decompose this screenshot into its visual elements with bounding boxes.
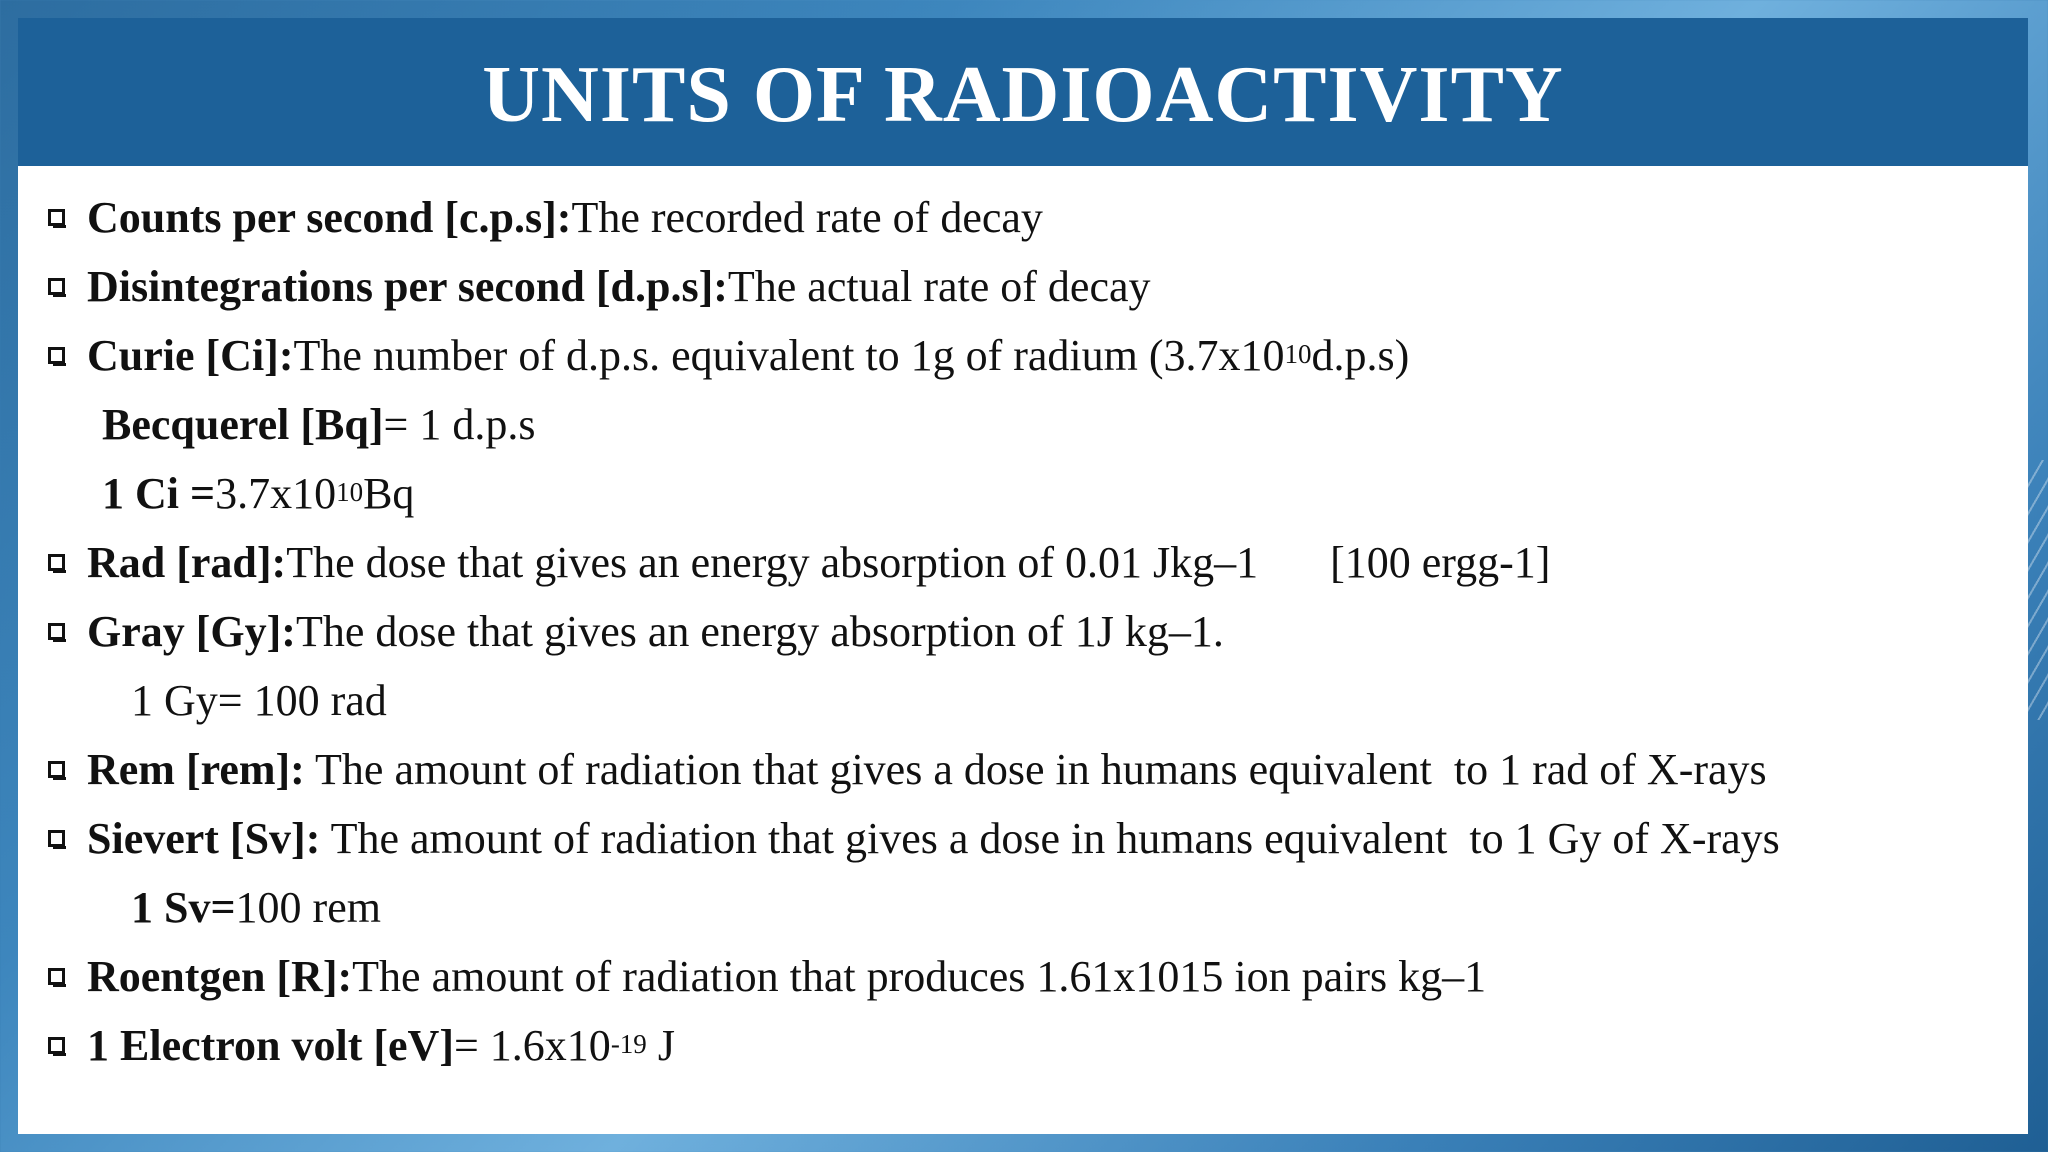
checkbox-bullet-icon bbox=[48, 968, 65, 985]
checkbox-bullet-icon bbox=[48, 761, 65, 778]
definition: The recorded rate of decay bbox=[571, 193, 1043, 242]
checkbox-bullet-icon bbox=[48, 209, 65, 226]
definition: The amount of radiation that gives a dose in humans equivalent to 1 rad of X-rays bbox=[304, 745, 1767, 794]
definition: The amount of radiation that produces 1.61x1015 ion pairs kg–1 bbox=[352, 952, 1487, 1001]
term: Disintegrations per second [d.p.s]: bbox=[87, 262, 728, 311]
definition: The dose that gives an energy absorption of 1J kg–1. bbox=[295, 607, 1224, 656]
slide bbox=[18, 18, 2028, 1134]
list-item-rad bbox=[38, 528, 1998, 597]
checkbox-bullet-icon bbox=[48, 1037, 65, 1054]
list-item-curie: Curie [Ci]: The number of d.p.s. equivalent to 1g of radium (3.7x10 $^{10}$ d.p.s) bbox=[38, 321, 1998, 390]
equivalence-text: 1 Gy= 100 rad bbox=[131, 676, 387, 725]
term: Sievert [Sv]: bbox=[87, 814, 321, 863]
term: Counts per second [c.p.s]: bbox=[87, 193, 572, 242]
term: Becquerel [Bq] bbox=[102, 400, 384, 449]
term: 1 Ci = bbox=[102, 469, 216, 518]
list-item-gy-equivalence bbox=[38, 666, 1998, 735]
term: Rad [rad]: bbox=[87, 538, 287, 587]
list-item-electron-volt: 1 Electron volt [eV] = 1.6x10 $^{-19}$ J bbox=[38, 1011, 1998, 1080]
list-item-cps bbox=[38, 183, 1998, 252]
term: 1 Sv= bbox=[131, 883, 236, 932]
bullet-list bbox=[38, 183, 1998, 1080]
definition: The amount of radiation that gives a dose in humans equivalent to 1 Gy of X-rays bbox=[320, 814, 1780, 863]
list-item-ci-equivalence: 1 Ci = 3.7x10 $^{10}$ Bq bbox=[102, 469, 415, 518]
definition: = 1.6x10 bbox=[453, 1021, 611, 1070]
definition: The dose that gives an energy absorption of 0.01 Jkg–1 bbox=[286, 538, 1259, 587]
term: Roentgen [R]: bbox=[87, 952, 353, 1001]
checkbox-bullet-icon bbox=[48, 623, 65, 640]
title-banner bbox=[18, 18, 2028, 166]
term: Curie [Ci]: bbox=[87, 331, 294, 380]
definition: The number of d.p.s. equivalent to 1g of radium (3.7x10 bbox=[293, 331, 1285, 380]
list-item-roentgen bbox=[38, 942, 1998, 1011]
definition: = 1 d.p.s bbox=[383, 400, 536, 449]
definition: 3.7x10 bbox=[215, 469, 337, 518]
term: Rem [rem]: bbox=[87, 745, 305, 794]
definition: The actual rate of decay bbox=[727, 262, 1151, 311]
extra-note: [100 ergg-1] bbox=[1330, 538, 1551, 587]
definition-tail: d.p.s) bbox=[1311, 331, 1410, 380]
term: 1 Electron volt [eV] bbox=[87, 1021, 454, 1070]
definition-tail: J bbox=[646, 1021, 675, 1070]
list-item-gray bbox=[38, 597, 1998, 666]
definition-tail: Bq bbox=[363, 469, 415, 518]
list-item-becquerel bbox=[38, 390, 1998, 459]
list-item-rem bbox=[38, 735, 1998, 804]
list-item-sv-equivalence bbox=[38, 873, 1998, 942]
checkbox-bullet-icon bbox=[48, 554, 65, 571]
list-item-sievert bbox=[38, 804, 1998, 873]
definition: 100 rem bbox=[235, 883, 381, 932]
slide-title: UNITS OF RADIOACTIVITY bbox=[482, 50, 1564, 139]
list-item-dps bbox=[38, 252, 1998, 321]
checkbox-bullet-icon bbox=[48, 830, 65, 847]
term: Gray [Gy]: bbox=[87, 607, 296, 656]
checkbox-bullet-icon bbox=[48, 278, 65, 295]
checkbox-bullet-icon bbox=[48, 347, 65, 364]
